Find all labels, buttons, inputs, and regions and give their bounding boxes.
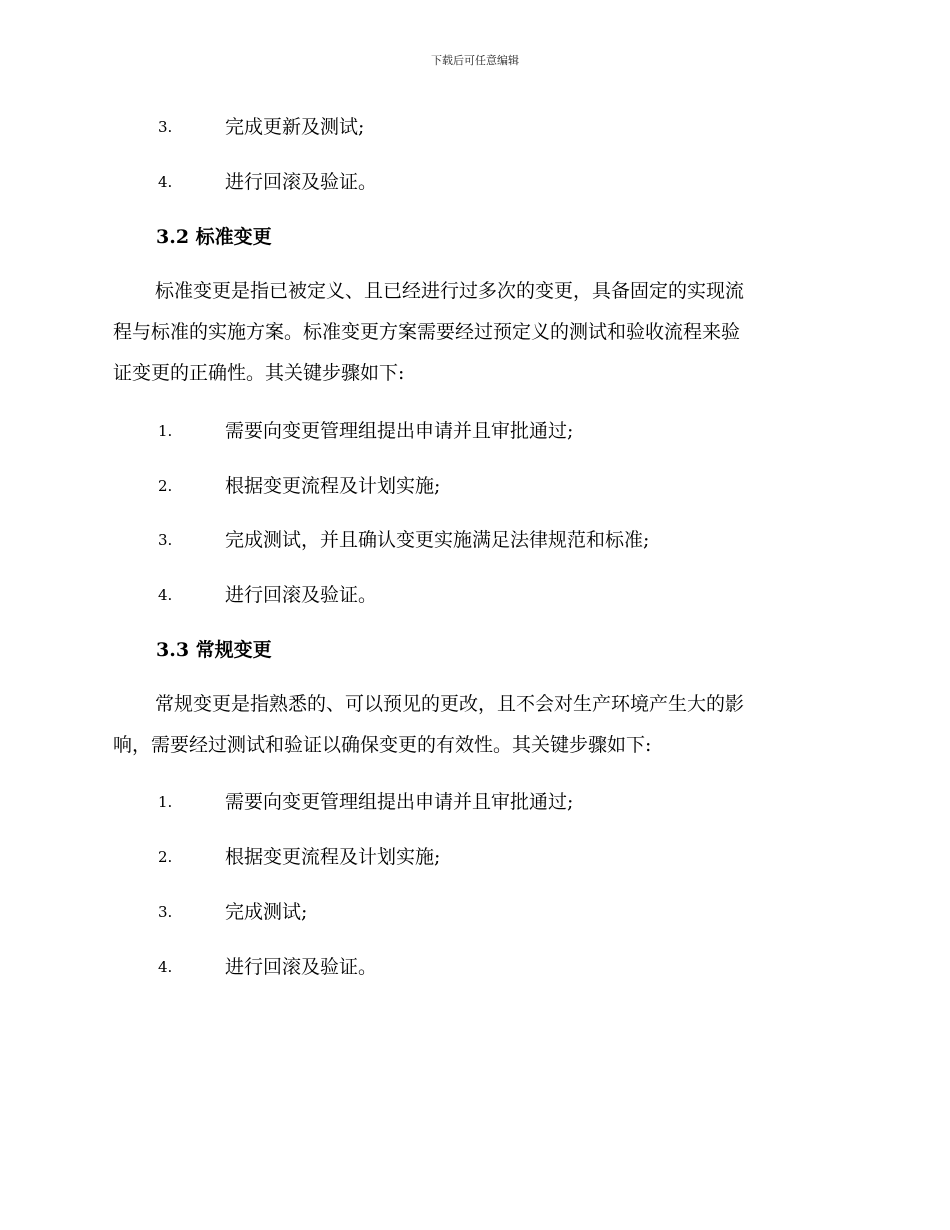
list-item-text: 完成测试，并且确认变更实施满足法律规范和标准; [225,529,650,551]
list-item-number: 3. [158,531,173,549]
list-item-text: 进行回滚及验证。 [225,584,378,606]
paragraph-line: 证变更的正确性。其关键步骤如下: [113,362,405,384]
section-heading-3-2: 3.2 标准变更 [156,226,272,248]
section-3-3-paragraph [113,684,837,766]
list-item-text: 需要向变更管理组提出申请并且审批通过; [225,420,574,442]
section-3-2-paragraph [113,271,837,394]
list-item-number: 4. [158,586,173,604]
list-item-number: 1. [158,793,173,811]
list-item-text: 根据变更流程及计划实施; [225,475,441,497]
list-item [113,787,837,817]
list-item [113,525,837,555]
section-heading-3-3: 3.3 常规变更 [156,639,272,661]
paragraph-line: 程与标准的实施方案。标准变更方案需要经过预定义的测试和验收流程来验 [113,321,741,343]
list-item [113,842,837,872]
list-item [113,580,837,610]
list-item-text: 进行回滚及验证。 [225,171,378,193]
list-item-number: 2. [158,848,173,866]
list-item-number: 2. [158,477,173,495]
list-item-number: 1. [158,422,173,440]
paragraph-line: 常规变更是指熟悉的、可以预见的更改，且不会对生产环境产生大的影 [155,693,745,715]
list-item-text: 完成更新及测试; [225,116,365,138]
list-item [113,952,837,982]
list-item-number: 4. [158,173,173,191]
list-item-number: 4. [158,958,173,976]
list-item-text: 完成测试; [225,901,308,923]
list-item [113,416,837,446]
paragraph-line: 标准变更是指已被定义、且已经进行过多次的变更，具备固定的实现流 [155,280,745,302]
list-item-text: 进行回滚及验证。 [225,956,378,978]
list-item [113,112,837,142]
list-item-number: 3. [158,118,173,136]
list-item [113,471,837,501]
list-item [113,897,837,927]
page-header: 下载后可任意编辑 [431,54,519,67]
list-item-text: 需要向变更管理组提出申请并且审批通过; [225,791,574,813]
list-item-text: 根据变更流程及计划实施; [225,846,441,868]
list-item [113,167,837,197]
list-item-number: 3. [158,903,173,921]
paragraph-line: 响，需要经过测试和验证以确保变更的有效性。其关键步骤如下: [113,734,652,756]
